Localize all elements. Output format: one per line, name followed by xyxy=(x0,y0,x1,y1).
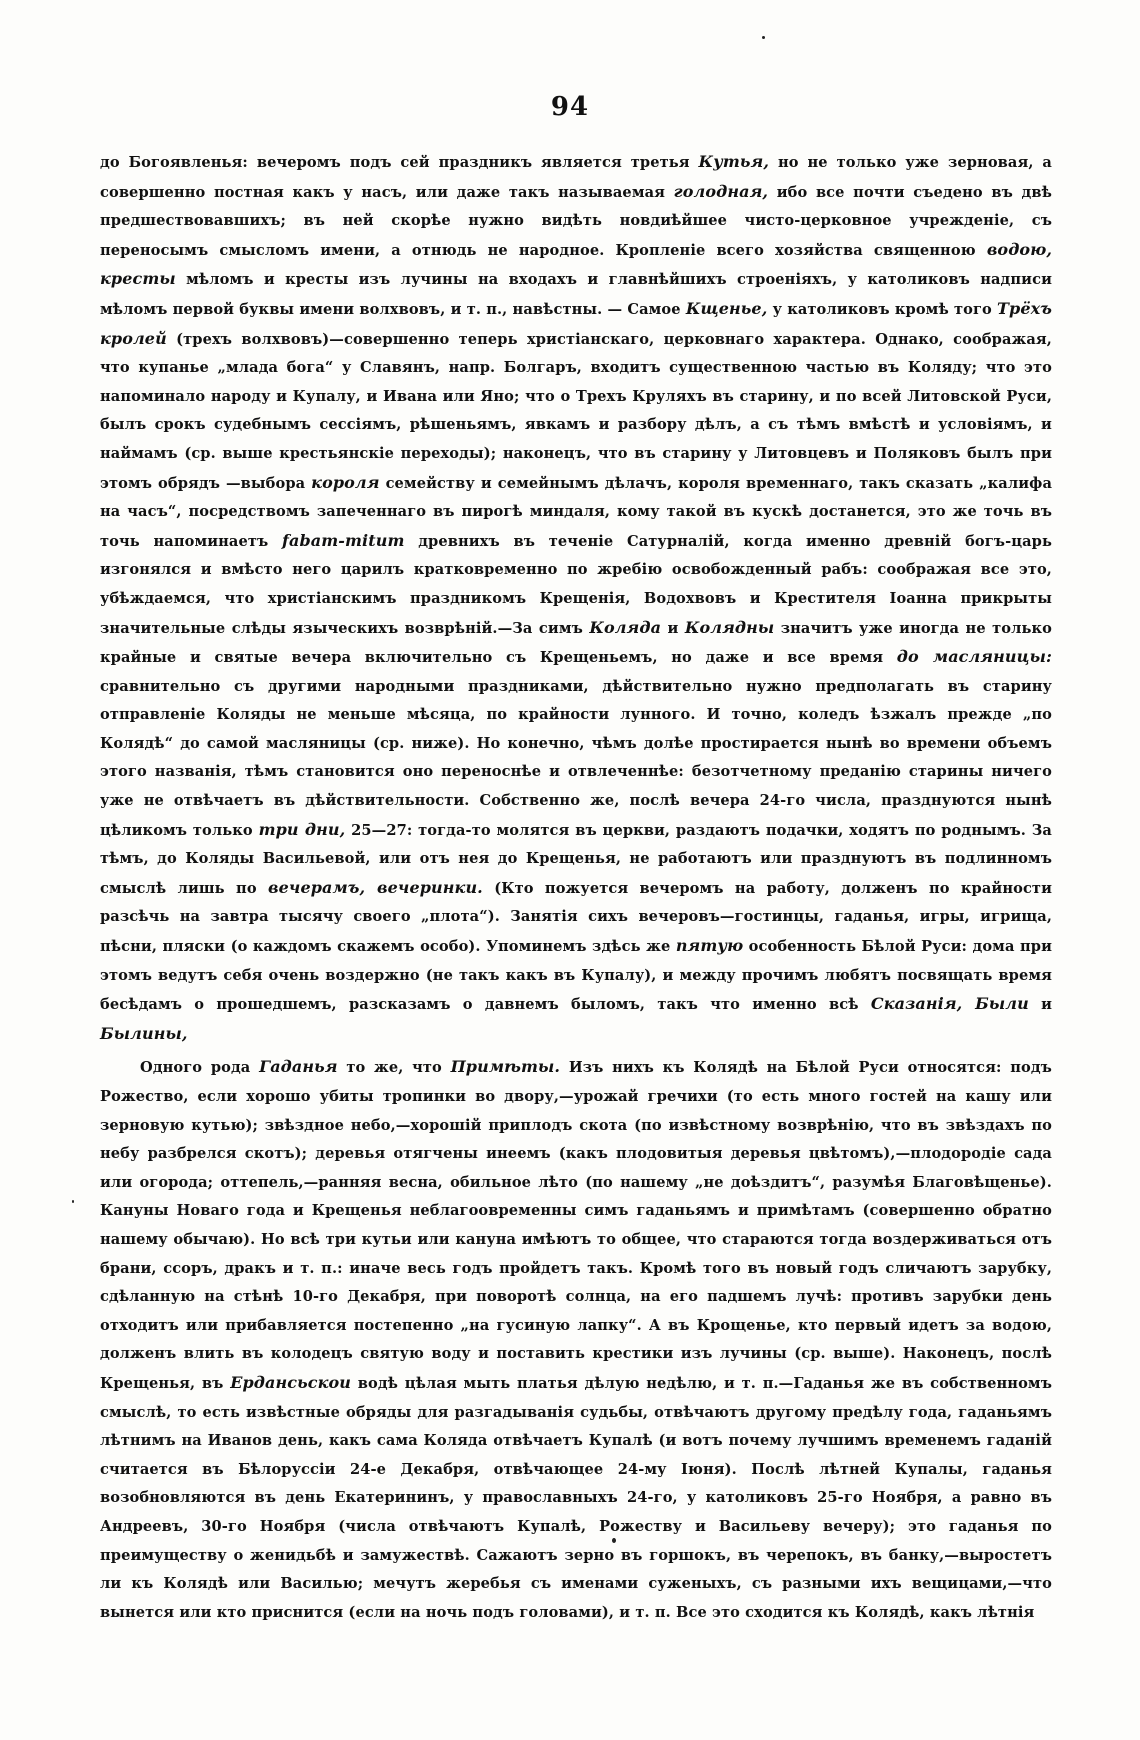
emphasized-term: водою, кресты xyxy=(100,239,1052,289)
emphasized-term: Гаданья xyxy=(259,1057,338,1077)
emphasized-term: Кщенье, xyxy=(685,298,768,318)
emphasized-term: пятую xyxy=(675,936,744,956)
emphasized-term: fabam-mitum xyxy=(282,530,405,550)
text-run: древнихъ въ теченіе Сатурналій, когда именно древній богъ-царь изгонялся и вмѣсто него царилъ кратковременно по жребію освобожденный рабъ: соображая все это, убѣждаемся, что христіанскимъ праздникомъ Крещенія, Водохвовъ и Крестителя Іоанна прикрыты значительные слѣды языческихъ возврѣній.—За симъ xyxy=(100,532,1052,637)
emphasized-term: Ердансьскои xyxy=(230,1372,352,1392)
text-run: особенность Бѣлой Руси: дома при этомъ ведутъ себя очень воздержно (не такъ какъ въ Купалу), и между прочимъ любятъ посвящать время бесѣдамъ о прошедшемъ, разсказамъ о давнемъ быломъ, такъ что именно всѣ xyxy=(100,938,1052,1014)
body-text xyxy=(100,148,1052,1627)
page-number: 94 xyxy=(550,92,590,122)
paragraph-2 xyxy=(100,1053,1052,1627)
text-run: (Кто пожуется вечеромъ на работу, долженъ по крайности разсѣчь на завтра тысячу своего „плота“). Занятія сихъ вечеровъ—гостинцы, гаданья, игры, игрища, пѣсни, пляски (о каждомъ скажемъ особо). Упоминемъ здѣсь же xyxy=(100,879,1053,956)
text-run: то же, что xyxy=(337,1059,451,1077)
text-run: значитъ уже иногда не только крайные и святые вечера включительно съ Крещеньемъ, но даже и все время xyxy=(100,619,1052,667)
text-run: семейству и семейнымъ дѣлачъ, короля временнаго, такъ сказать „калифа на часъ“, посредствомъ запеченнаго въ пирогѣ миндаля, кому такой въ кускѣ достанется, это же точь въ точь напоминаетъ xyxy=(100,474,1052,550)
print-speck xyxy=(762,36,765,39)
text-run: водѣ цѣлая мыть платья дѣлую недѣлю, и т. п.—Гаданья же въ собственномъ смыслѣ, то есть извѣстные обряды для разгадыванія судьбы, отвѣчаютъ другому предѣлу года, гаданьямъ лѣтнимъ на Иванов день, какъ сама Коляда отвѣчаетъ Купалѣ (и вотъ почему лучшимъ временемъ гаданій считается въ Бѣлоруссіи 24-е Декабря, отвѣчающее 24-му Іюня). Послѣ лѣтней Купалы, гаданья возобновляются въ день Екатерининъ, у православныхъ 24-го, у католиковъ 25-го Ноября, а равно въ Андреевъ, 30-го Ноября (числа отвѣчаютъ Купалѣ, Рожеству и Васильеву вечеру); это гаданья по преимуществу о женидьбѣ и замужествѣ. Сажаютъ зерно въ горшокъ, въ черепокъ, въ банку,—выростетъ ли къ Колядѣ или Василью; мечутъ жеребья съ именами суженыхъ, съ разными ихъ вещицами,—что вынется или кто приснится (если на ночь подъ головами), и т. п. Все это сходится къ Колядѣ, какъ лѣтнія xyxy=(100,1374,1052,1621)
text-run: Одного рода xyxy=(140,1059,260,1077)
emphasized-term: короля xyxy=(311,472,380,492)
emphasized-term: Кутья, xyxy=(698,152,770,171)
emphasized-term: вечерамъ, вечеринки. xyxy=(268,877,483,897)
text-run: у католиковъ кромѣ того xyxy=(767,300,998,318)
emphasized-term: Коляда xyxy=(589,617,662,637)
emphasized-term: голодная, xyxy=(673,181,769,201)
text-run: и xyxy=(1028,996,1053,1014)
text-run: 25—27: тогда-то молятся въ церкви, раздаютъ подачки, ходятъ по роднымъ. За тѣмъ, до Коляды Васильевой, или отъ нея до Крещенья, не работаютъ или празднуютъ въ подлинномъ смыслѣ лишь по xyxy=(100,821,1052,897)
emphasized-term: Сказанія, Были xyxy=(870,994,1029,1014)
text-run: ибо все почти съедено въ двѣ предшествовавшихъ; въ ней скорѣе нужно видѣть новдиѣйшее чисто-церковное учрежденіе, съ переносымъ смысломъ имени, а отнюдь не народное. Кропленіе всего хозяйства священною xyxy=(100,183,1052,259)
text-run: до Богоявленья: вечеромъ подъ сей праздникъ является третья xyxy=(100,154,699,171)
paragraph-1 xyxy=(100,148,1052,1049)
print-speck xyxy=(612,1538,616,1543)
emphasized-term: Колядны xyxy=(684,617,775,637)
emphasized-term: Трёхъ кролей xyxy=(100,298,1052,348)
print-speck xyxy=(72,1200,74,1203)
emphasized-term: до масляницы: xyxy=(896,647,1052,667)
text-run: сравнительно съ другими народными праздниками, дѣйствительно нужно предполагать въ старину отправленіе Коляды не меньше мѣсяца, по крайности лунного. И точно, коледъ ѣзжалъ прежде „по Колядѣ“ до самой масляницы (ср. ниже). Но конечно, чѣмъ долѣе простирается нынѣ во времени объемъ этого названія, тѣмъ становится оно переноснѣе и отвлеченнѣе: безотчетному преданію старины ничего уже не отвѣчаетъ въ дѣйствительности. Собственно же, послѣ вечера 24-го числа, празднуются нынѣ цѣликомъ только xyxy=(100,677,1052,839)
text-run: но не только уже зерновая, а совершенно постная какъ у насъ, или даже такъ называемая xyxy=(100,154,1052,201)
emphasized-term: Былины, xyxy=(100,1023,188,1043)
text-run: мѣломъ и кресты изъ лучины на входахъ и главнѣйшихъ строеніяхъ, у католиковъ надписи мѣломъ первой буквы имени волхвовъ, и т. п., навѣстны. — Самое xyxy=(100,271,1052,318)
text-run: и xyxy=(661,619,685,637)
emphasized-term: три дни, xyxy=(258,819,346,839)
emphasized-term: Примѣты. xyxy=(450,1057,561,1077)
text-run: Изъ нихъ къ Колядѣ на Бѣлой Руси относятся: подъ Рожество, если хорошо убиты тропинки во двору,—урожай гречихи (то есть много гостей на кашу или зерновую кутью); звѣздное небо,—хорошій приплодъ скота (по извѣстному возврѣнію, что въ звѣздахъ по небу разбрелся скотъ); деревья отягчены инеемъ (какъ плодовитыя деревья цвѣтомъ),—плодородіе сада или огорода; оттепель,—ранняя весна, обильное лѣто (по нашему „не доѣздитъ“, разумѣя Благовѣщенье). Кануны Новаго года и Крещенья неблагоовременны симъ гаданьямъ и примѣтамъ (совершенно обратно нашему обычаю). Но всѣ три кутьи или кануна имѣютъ то общее, что стараются тогда воздерживаться отъ брани, ссоръ, дракъ и т. п.: иначе весь годъ пройдетъ такъ. Кромѣ того въ новый годъ сличаютъ зарубку, сдѣланную на стѣнѣ 10-го Декабря, при поворотѣ солнца, на его падшемъ лучѣ: противъ зарубки день отходитъ или прибавляется постепенно „на гусиную лапку“. А въ Крощенье, кто первый идетъ за водою, долженъ влить въ колодецъ святую воду и поставить крестики изъ лучины (ср. выше). Наконецъ, послѣ Крещенья, въ xyxy=(100,1059,1052,1392)
text-run: (трехъ волхвовъ)—совершенно теперь христіанскаго, церковнаго характера. Однако, соображая, что купанье „млада бога“ у Славянъ, напр. Болгаръ, входитъ существенною частью въ Коляду; что это напоминало народу и Купалу, и Ивана или Яно; что о Трехъ Круляхъ въ старину, и по всей Литовской Руси, былъ срокъ судебнымъ сессіямъ, рѣшеньямъ, явкамъ и разбору дѣлъ, а съ тѣмъ вмѣстѣ и условіямъ, и наймамъ (ср. выше крестьянскіе переходы); наконецъ, что въ старину у Литовцевъ и Поляковъ былъ при этомъ обрядъ —выбора xyxy=(100,330,1052,492)
